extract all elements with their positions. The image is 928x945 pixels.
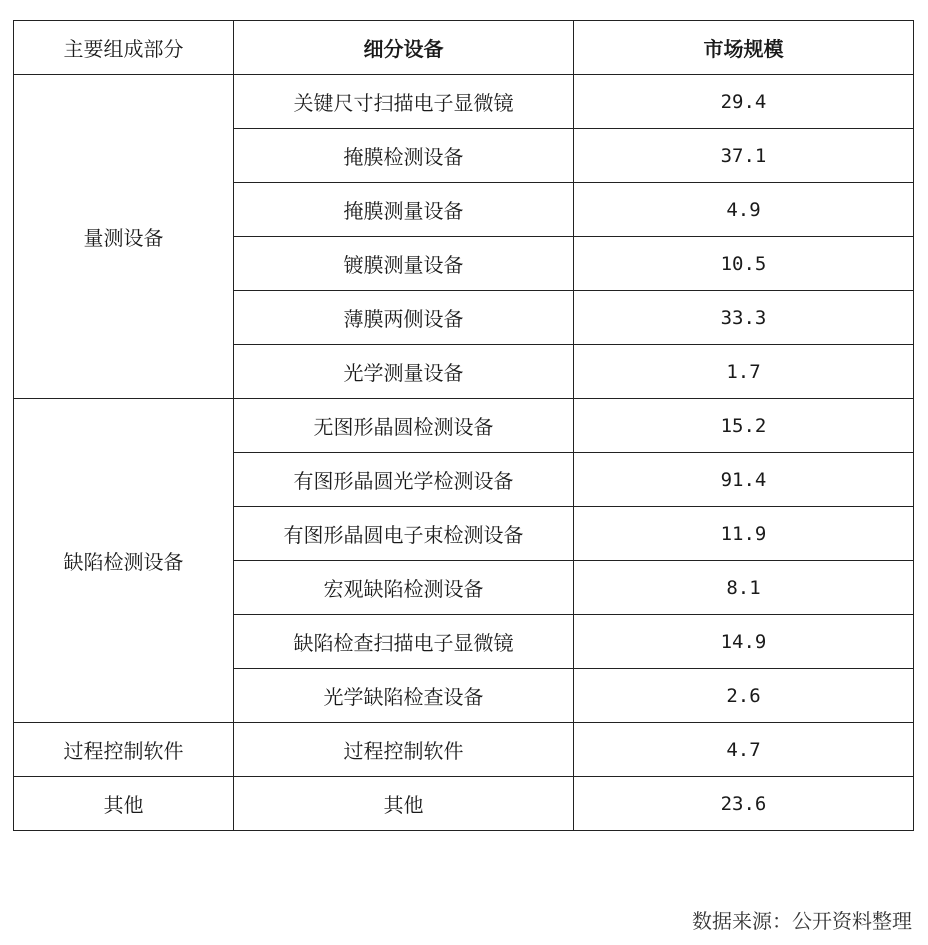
value-cell: 23.6 (574, 777, 914, 831)
header-component: 主要组成部分 (14, 21, 234, 75)
header-equipment: 细分设备 (234, 21, 574, 75)
equipment-cell: 掩膜检测设备 (234, 129, 574, 183)
equipment-cell: 光学缺陷检查设备 (234, 669, 574, 723)
value-cell: 29.4 (574, 75, 914, 129)
value-cell: 91.4 (574, 453, 914, 507)
equipment-cell: 掩膜测量设备 (234, 183, 574, 237)
value-cell: 2.6 (574, 669, 914, 723)
table-row (14, 399, 914, 453)
header-market-size: 市场规模 (574, 21, 914, 75)
value-cell: 14.9 (574, 615, 914, 669)
equipment-cell: 关键尺寸扫描电子显微镜 (234, 75, 574, 129)
equipment-cell: 光学测量设备 (234, 345, 574, 399)
equipment-cell: 过程控制软件 (234, 723, 574, 777)
header-row (14, 21, 914, 75)
table-row (14, 777, 914, 831)
market-size-table (13, 20, 914, 831)
group-name: 过程控制软件 (14, 723, 234, 777)
group-name: 其他 (14, 777, 234, 831)
equipment-cell: 有图形晶圆电子束检测设备 (234, 507, 574, 561)
equipment-cell: 其他 (234, 777, 574, 831)
equipment-cell: 缺陷检查扫描电子显微镜 (234, 615, 574, 669)
value-cell: 4.9 (574, 183, 914, 237)
table-row (14, 75, 914, 129)
source-note: 数据来源：公开资料整理 (692, 909, 912, 933)
value-cell: 11.9 (574, 507, 914, 561)
equipment-cell: 镀膜测量设备 (234, 237, 574, 291)
equipment-cell: 宏观缺陷检测设备 (234, 561, 574, 615)
table-row (14, 723, 914, 777)
group-name: 缺陷检测设备 (14, 399, 234, 723)
value-cell: 33.3 (574, 291, 914, 345)
equipment-cell: 薄膜两侧设备 (234, 291, 574, 345)
value-cell: 15.2 (574, 399, 914, 453)
value-cell: 37.1 (574, 129, 914, 183)
value-cell: 1.7 (574, 345, 914, 399)
value-cell: 10.5 (574, 237, 914, 291)
value-cell: 4.7 (574, 723, 914, 777)
equipment-cell: 有图形晶圆光学检测设备 (234, 453, 574, 507)
group-name: 量测设备 (14, 75, 234, 399)
equipment-cell: 无图形晶圆检测设备 (234, 399, 574, 453)
value-cell: 8.1 (574, 561, 914, 615)
